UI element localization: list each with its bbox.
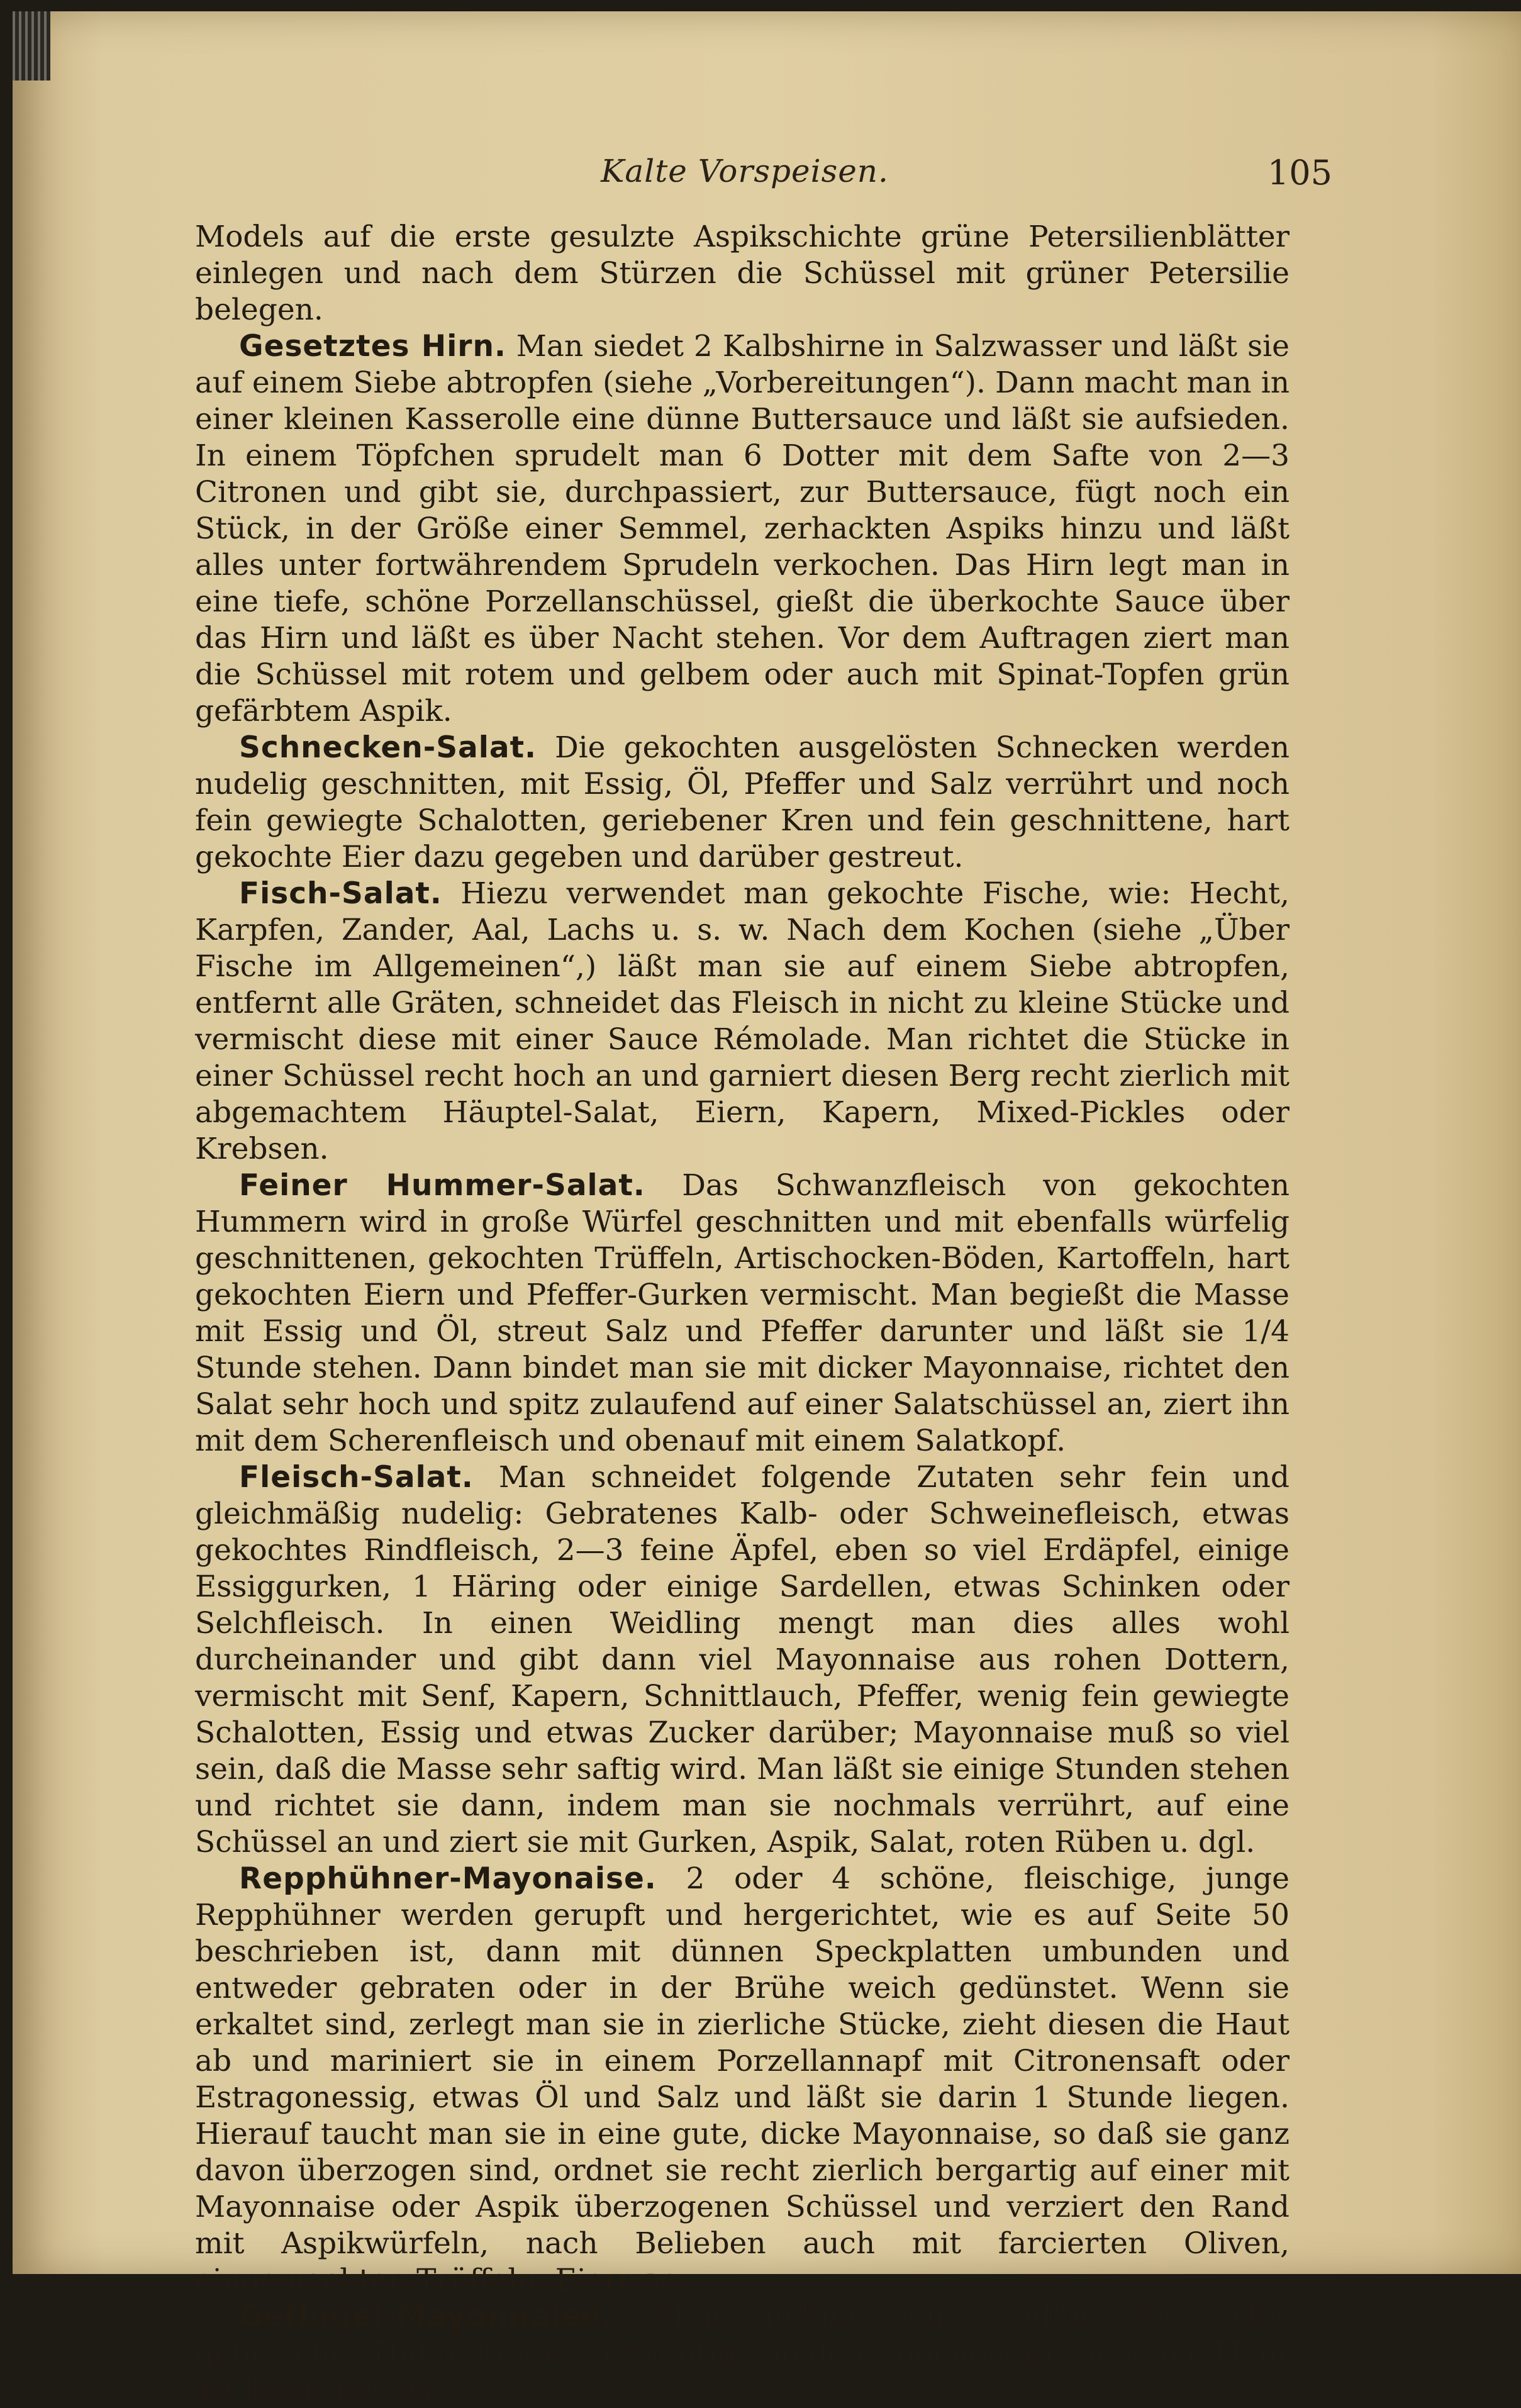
scale-ruler [13,11,50,81]
book-page [13,11,1521,2407]
recipe-text: Man nehme ein gedünstetes oder gebratenes Huhn, löse es vorsichtig von den Knochen ab, ziehe die Haut ab, bespritze es [195,2299,1290,2407]
recipe-title: Geflügel-Mayonnaise. [239,2299,613,2334]
page-number: 105 [1267,153,1332,192]
running-title: Kalte Vorspeisen. [601,153,889,189]
page-header [157,153,1332,203]
paragraph [195,219,1290,328]
recipe-entry [195,1459,1290,1861]
recipe-text: Das Schwanzfleisch von gekochten Hummern wird in große Würfel geschnitten und mit ebenfalls würfelig geschnittenen, gekochten Trüffeln, Artischocken-Böden, Kartoffeln, hart gekochten Eiern und Pfeffer-Gurken vermischt. Man begießt die Masse mit Essig und Öl, streut Salz und Pfeffer darunter und läßt sie 1/4 Stunde stehen. Dann bindet man sie mit dicker Mayonnaise, richtet den Salat sehr hoch und spitz zulaufend auf einer Salatschüssel an, ziert ihn mit dem Scherenfleisch und obenauf mit einem Salatkopf. [195,1168,1290,1458]
recipe-text: Man siedet 2 Kalbshirne in Salzwasser und läßt sie auf einem Siebe abtropfen (siehe „Vorbereitungen“). Dann macht man in einer kleinen Kasserolle eine dünne Buttersauce und läßt sie aufsieden. In einem Töpfchen sprudelt man 6 Dotter mit dem Safte von 2—3 Citronen und gibt sie, durchpassiert, zur Buttersauce, fügt noch ein Stück, in der Größe einer Semmel, zerhackten Aspiks hinzu und läßt alles unter fortwährendem Sprudeln verkochen. Das Hirn legt man in eine tiefe, schöne Porzellanschüssel, gießt die überkochte Sauce über das Hirn und läßt es über Nacht stehen. Vor dem Auftragen ziert man die Schüssel mit rotem und gelbem oder auch mit Spinat-Topfen grün gefärbtem Aspik. [195,329,1290,728]
paragraph-text: Models auf die erste gesulzte Aspikschichte grüne Petersilienblätter einlegen und nach dem Stürzen die Schüssel mit grüner Petersilie belegen. [195,220,1290,327]
recipe-text: Die gekochten ausgelösten Schnecken werden nudelig geschnitten, mit Essig, Öl, Pfeffer und Salz verrührt und noch fein gewiegte Schalotten, geriebener Kren und fein geschnittene, hart gekochte Eier dazu gegeben und darüber gestreut. [195,730,1290,874]
recipe-entry [195,730,1290,876]
recipe-entry [195,1168,1290,1459]
recipe-title: Schnecken-Salat. [239,730,537,765]
recipe-text: Man schneidet folgende Zutaten sehr fein und gleichmäßig nudelig: Gebratenes Kalb- oder Schweinefleisch, etwas gekochtes Rindfleisch, 2—3 feine Äpfel, eben so viel Erdäpfel, einige Essiggurken, 1 Häring oder einige Sardellen, etwas Schinken oder Selchfleisch. In einen Weidling mengt man dies alles wohl durcheinander und gibt dann viel Mayonnaise aus rohen Dottern, vermischt mit Senf, Kapern, Schnittlauch, Pfeffer, wenig fein gewiegte Schalotten, Essig und etwas Zucker darüber; Mayonnaise muß so viel sein, daß die Masse sehr saftig wird. Man läßt sie einige Stunden stehen und richtet sie dann, indem man sie nochmals verrührt, auf eine Schüssel an und ziert sie mit Gurken, Aspik, Salat, roten Rüben u. dgl. [195,1460,1290,1859]
recipe-text: Hiezu verwendet man gekochte Fische, wie: Hecht, Karpfen, Zander, Aal, Lachs u. s. w. Nach dem Kochen (siehe „Über Fische im Allgemeinen“,) läßt man sie auf einem Siebe abtropfen, entfernt alle Gräten, schneidet das Fleisch in nicht zu kleine Stücke und vermischt diese mit einer Sauce Rémolade. Man richtet die Stücke in einer Schüssel recht hoch an und garniert diesen Berg recht zierlich mit abgemachtem Häuptel-Salat, Eiern, Kapern, Mixed-Pickles oder Krebsen. [195,876,1290,1166]
recipe-entry [195,1861,1290,2299]
recipe-title: Fleisch-Salat. [239,1460,474,1495]
recipe-entry [195,328,1290,730]
recipe-title: Fisch-Salat. [239,876,442,911]
recipe-title: Feiner Hummer-Salat. [239,1168,645,1203]
recipe-entry [195,2299,1290,2408]
recipe-title: Gesetztes Hirn. [239,329,506,364]
body-text [195,219,1290,2408]
recipe-entry [195,876,1290,1168]
recipe-title: Repphühner-Mayonaise. [239,1861,657,1896]
recipe-text: 2 oder 4 schöne, fleischige, junge Repphühner werden gerupft und hergerichtet, wie es auf Seite 50 beschrieben ist, dann mit dünnen Speckplatten umbunden und entweder gebraten oder in der Brühe weich gedünstet. Wenn sie erkaltet sind, zerlegt man sie in zierliche Stücke, zieht diesen die Haut ab und mariniert sie in einem Porzellannapf mit Citronensaft oder Estragonessig, etwas Öl und Salz und läßt sie darin 1 Stunde liegen. Hierauf taucht man sie in eine gute, dicke Mayonnaise, so daß sie ganz davon überzogen sind, ordnet sie recht zierlich bergartig auf einer mit Mayonnaise oder Aspik überzogenen Schüssel und verziert den Rand mit Aspikwürfeln, nach Belieben auch mit farcierten Oliven, eingemachten Trüffeln, Eiern ꝛc. [195,1861,1290,2297]
